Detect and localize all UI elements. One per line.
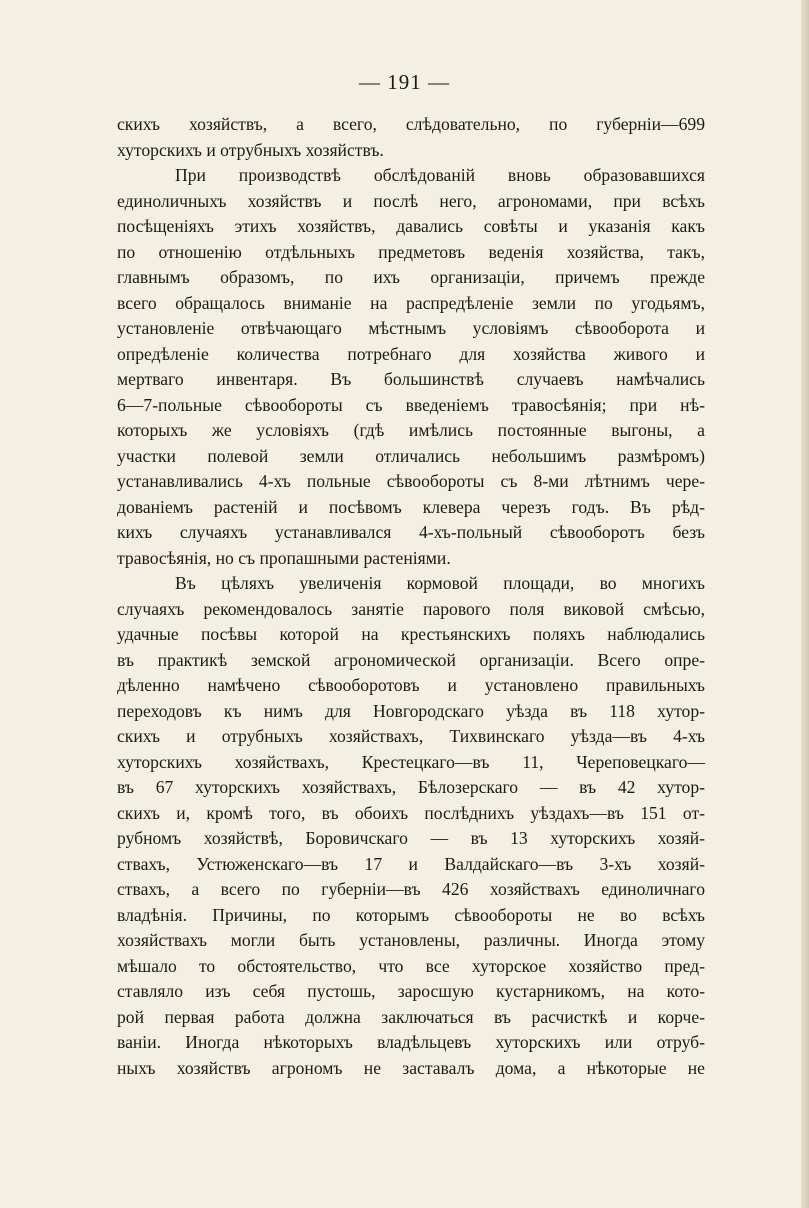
text-line: рой первая работа должна заключаться въ расчисткѣ и корче- [117, 1006, 705, 1027]
text-line: опредѣленіе количества потребнаго для хозяйства живого и [117, 343, 705, 364]
text-line: переходовъ къ нимъ для Новгородскаго уѣзда въ 118 хутор- [117, 700, 705, 721]
text-line: установленіе отвѣчающаго мѣстнымъ условіямъ сѣвооборота и [117, 318, 705, 338]
text-line: въ практикѣ земской агрономической организаціи. Всего опре- [117, 649, 705, 670]
body-text [117, 112, 705, 1081]
text-line: ныхъ хозяйствъ агрономъ не заставалъ дома, а нѣкоторые не [117, 1057, 705, 1078]
text-line: ставляло изъ себя пустошь, заросшую кустарникомъ, на кото- [117, 981, 705, 1001]
text-line: травосѣянія, но съ пропашными растеніями. [117, 547, 451, 568]
text-line: владѣнія. Причины, по которымъ сѣвообороты не во всѣхъ [117, 904, 705, 925]
text-line: хуторскихъ и отрубныхъ хозяйствъ. [117, 139, 384, 160]
text-line: единоличныхъ хозяйствъ и послѣ него, агрономами, при всѣхъ [117, 190, 705, 211]
text-line: ваніи. Иногда нѣкоторыхъ владѣльцевъ хуторскихъ или отруб- [117, 1032, 705, 1052]
text-line: хозяйствахъ могли быть установлены, различны. Иногда этому [117, 930, 705, 950]
text-line: кихъ случаяхъ устанавливался 4-хъ-польный сѣвооборотъ безъ [117, 522, 705, 542]
text-line: которыхъ же условіяхъ (гдѣ имѣлись постоянные выгоны, а [117, 420, 705, 440]
text-line: ствахъ, а всего по губерніи—въ 426 хозяйствахъ единоличнаго [117, 879, 705, 899]
text-line: посѣщеніяхъ этихъ хозяйствъ, давались совѣты и указанія какъ [117, 216, 705, 236]
text-line: въ 67 хуторскихъ хозяйствахъ, Бѣлозерскаго — въ 42 хутор- [117, 777, 705, 797]
text-line: Въ цѣляхъ увеличенія кормовой площади, во многихъ [175, 573, 705, 593]
text-line: хуторскихъ хозяйствахъ, Крестецкаго—въ 11, Череповецкаго— [117, 751, 705, 772]
text-line: удачные посѣвы которой на крестьянскихъ поляхъ наблюдались [117, 624, 705, 644]
text-line: При производствѣ обслѣдованій вновь образовавшихся [175, 165, 705, 185]
text-line: по отношенію отдѣльныхъ предметовъ веденія хозяйства, такъ, [117, 241, 705, 262]
text-line: скихъ хозяйствъ, а всего, слѣдовательно, по губерніи—699 [117, 114, 705, 134]
text-line: рубномъ хозяйствѣ, Боровичскаго — въ 13 хуторскихъ хозяй- [117, 828, 705, 848]
text-line: всего обращалось вниманіе на распредѣленіе земли по угодьямъ, [117, 292, 705, 313]
text-line: 6—7-польные сѣвообороты съ введеніемъ травосѣянія; при нѣ- [117, 394, 705, 415]
text-line: дѣленно намѣчено сѣвооборотовъ и установлено правильныхъ [117, 675, 705, 695]
text-line: участки полевой земли отличались небольшимъ размѣромъ) [117, 445, 705, 466]
page-number: — 191 — [359, 70, 450, 94]
page-edge [801, 0, 809, 1208]
text-line: случаяхъ рекомендовалось занятіе парового поля виковой смѣсью, [117, 598, 705, 619]
text-line: ствахъ, Устюженскаго—въ 17 и Валдайскаго—въ 3-хъ хозяй- [117, 853, 705, 874]
text-line: скихъ и отрубныхъ хозяйствахъ, Тихвинскаго уѣзда—въ 4-хъ [117, 726, 705, 746]
text-line: устанавливались 4-хъ польные сѣвообороты съ 8-ми лѣтнимъ чере- [117, 471, 705, 491]
text-line: дованіемъ растеній и посѣвомъ клевера черезъ годъ. Въ рѣд- [117, 496, 705, 517]
text-line: главнымъ образомъ, по ихъ организаціи, причемъ прежде [117, 267, 705, 287]
text-line: мертваго инвентаря. Въ большинствѣ случаевъ намѣчались [117, 369, 705, 389]
text-line: скихъ и, кромѣ того, въ обоихъ послѣднихъ уѣздахъ—въ 151 от- [117, 802, 705, 823]
text-line: мѣшало то обстоятельство, что все хуторское хозяйство пред- [117, 955, 705, 976]
